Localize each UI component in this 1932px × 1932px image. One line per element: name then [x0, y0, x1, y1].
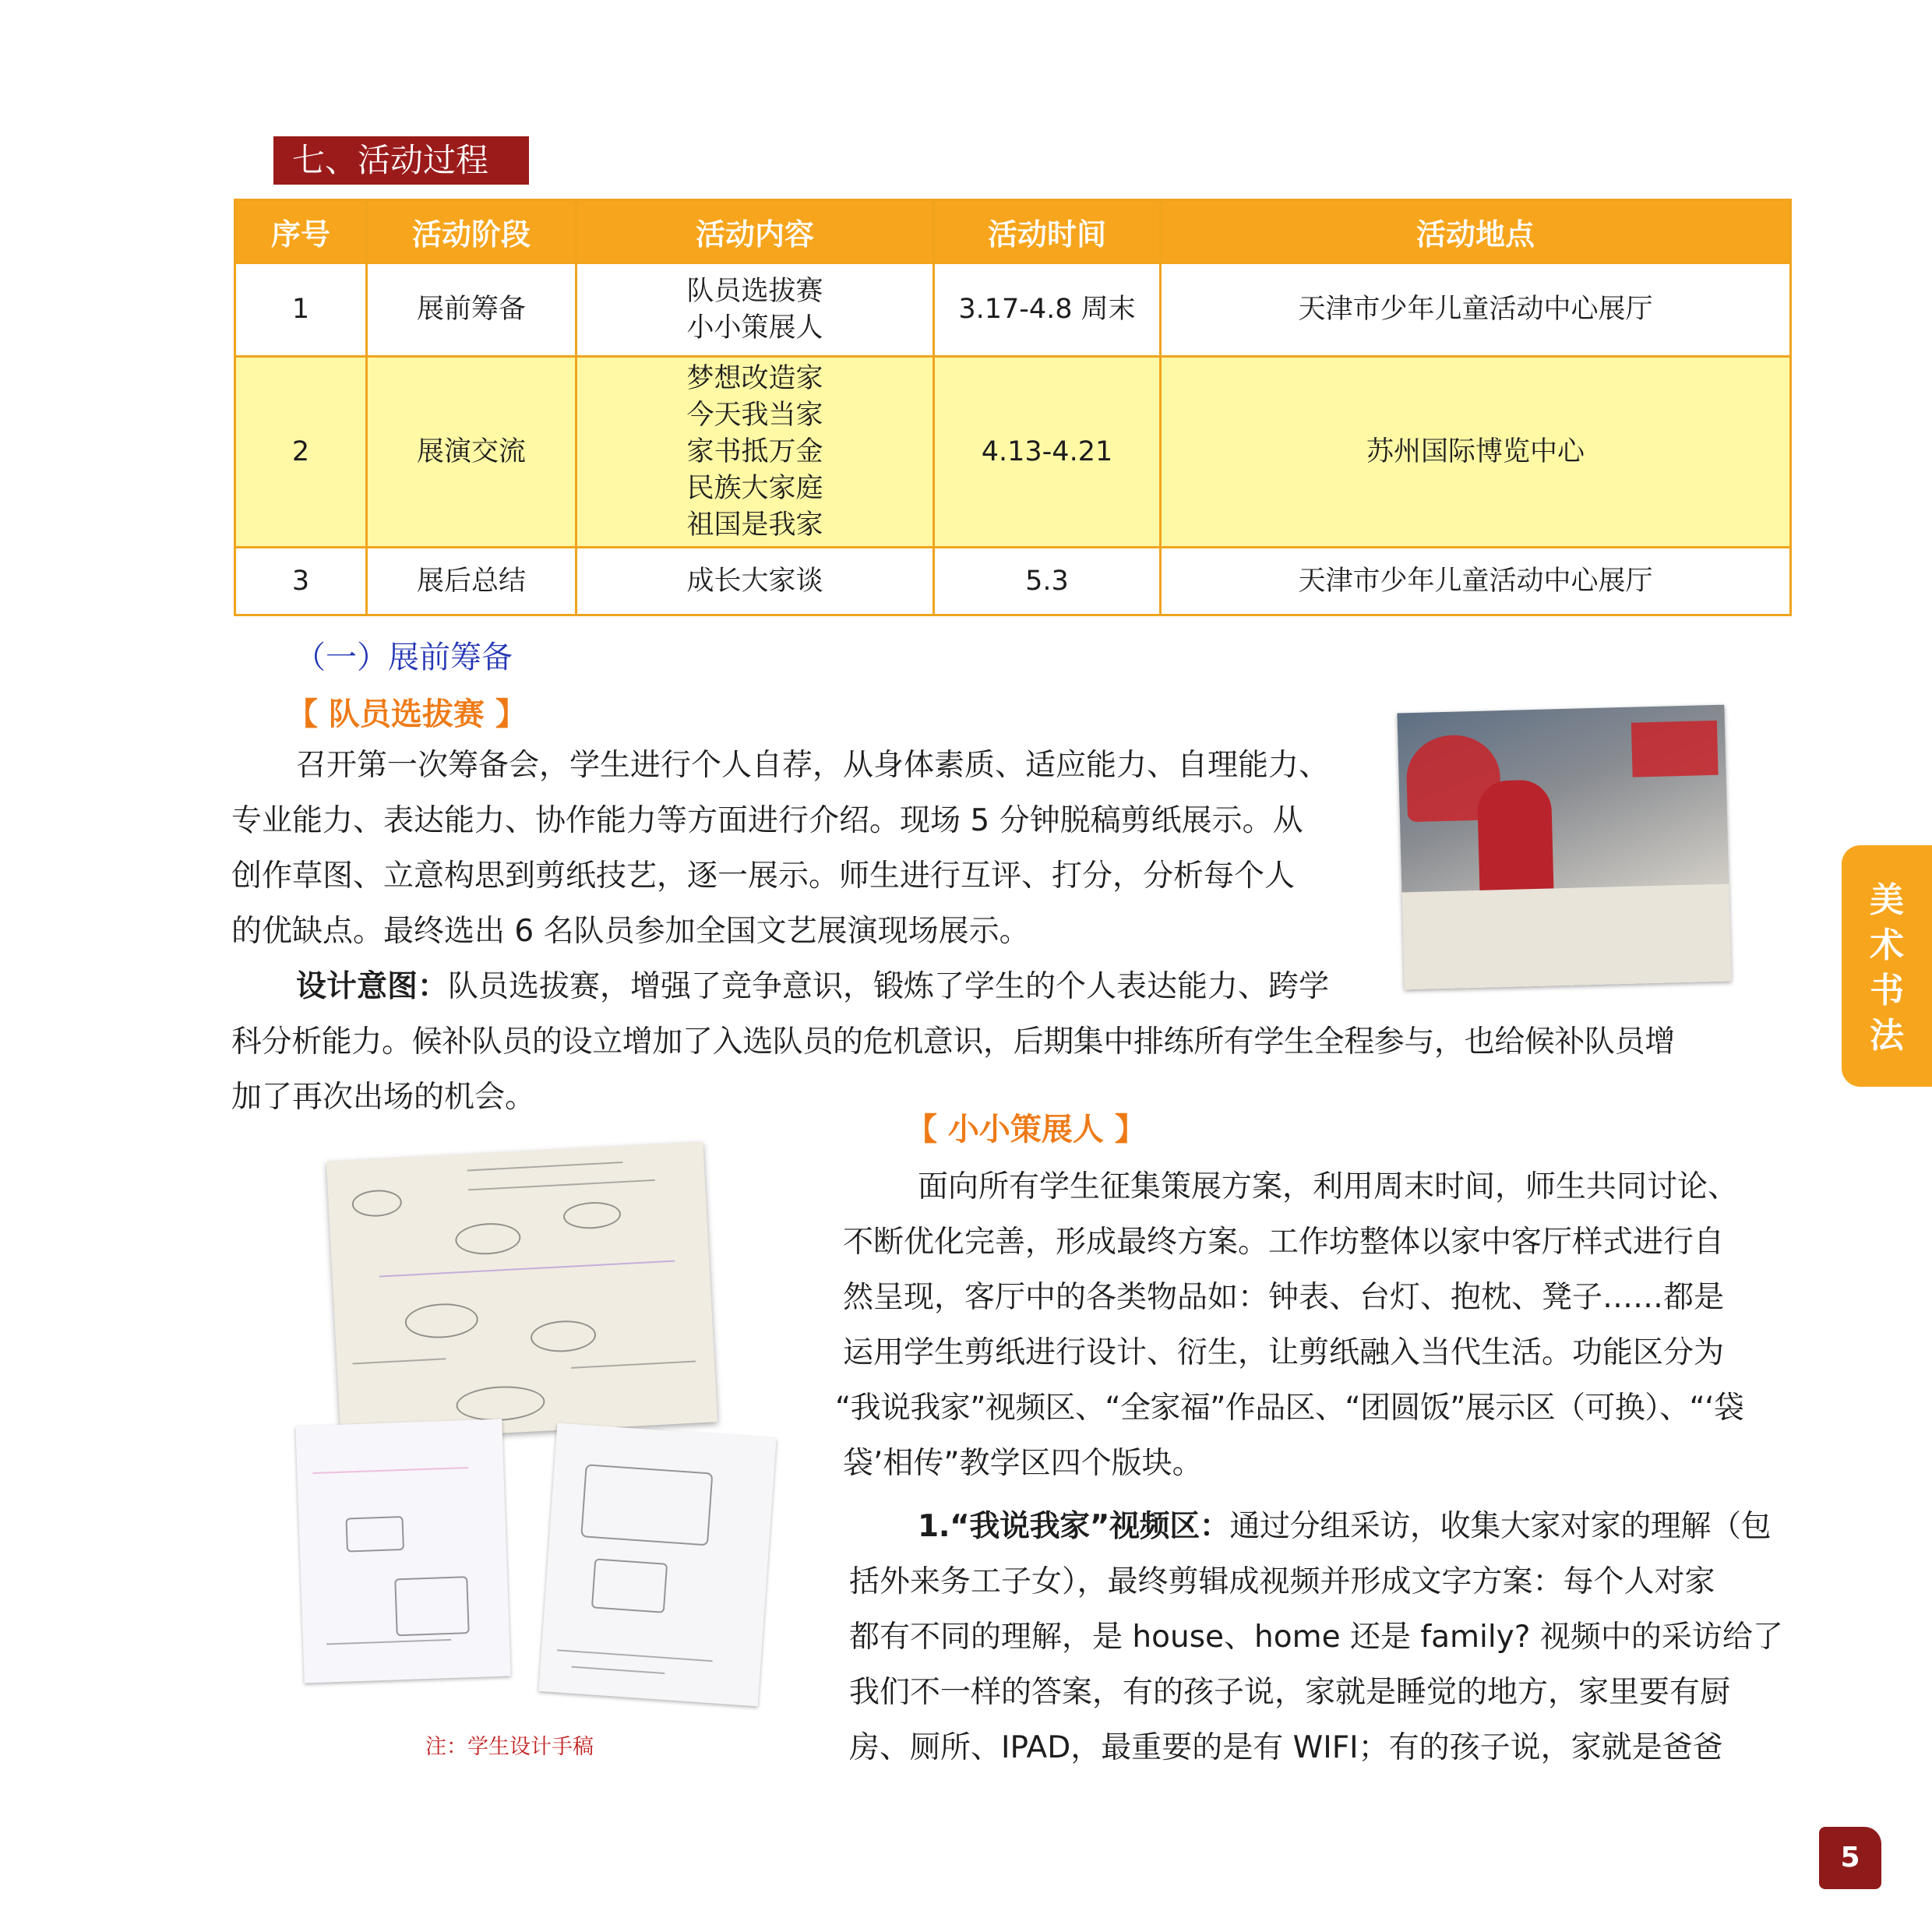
content-line: 祖国是我家 [686, 509, 823, 541]
design-sketch-layout-1 [295, 1419, 510, 1683]
side-tab-char: 法 [1870, 1016, 1904, 1056]
column-header: 活动地点 [1161, 200, 1791, 263]
text-line [849, 1499, 1800, 1554]
text-line: 创作草图、立意构思到剪纸技艺，逐一展示。师生进行互评、打分，分析每个人 [231, 858, 1296, 894]
text-line: 科分析能力。候补队员的设立增加了入选队员的危机意识，后期集中排练所有学生全程参与，也给候补队员增 [231, 1024, 1675, 1059]
cell-place: 天津市少年儿童活动中心展厅 [1161, 263, 1791, 357]
text-line: 不断优化完善，形成最终方案。工作坊整体以家中客厅样式进行自 [843, 1225, 1725, 1260]
content-line: 民族大家庭 [686, 472, 823, 504]
content-line: 队员选拔赛 [686, 275, 823, 307]
tag-little-curator: 【 小小策展人 】 [906, 1112, 1146, 1148]
design-sketch-layout-2 [538, 1423, 776, 1707]
content-line: 今天我当家 [686, 399, 823, 431]
content-line: 家书抵万金 [686, 435, 823, 467]
design-intent-label: 设计意图： [296, 969, 449, 1004]
side-tab-char: 书 [1870, 971, 1904, 1010]
column-header: 活动时间 [934, 200, 1161, 263]
cell-no: 1 [235, 263, 367, 357]
column-header: 活动内容 [576, 200, 934, 263]
section-heading: 七、活动过程 [273, 136, 529, 185]
cell-content [576, 357, 934, 548]
content-line: 小小策展人 [686, 312, 823, 344]
cell-time: 4.13-4.21 [934, 357, 1161, 548]
cell-stage: 展前筹备 [367, 263, 576, 357]
table-row [235, 548, 1791, 615]
cell-stage: 展后总结 [367, 548, 576, 615]
cell-time: 3.17-4.8 周末 [934, 263, 1161, 357]
side-tab-art-calligraphy [1842, 845, 1932, 1087]
sketch-caption: 注：学生设计手稿 [425, 1735, 594, 1759]
text-line: “我说我家”视频区、“全家福”作品区、“团圆饭”展示区（可换）、“‘袋 [835, 1391, 1744, 1426]
subsection-heading: （一）展前筹备 [294, 640, 513, 675]
design-intent-text: 队员选拔赛，增强了竞争意识，锻炼了学生的个人表达能力、跨学 [448, 969, 1330, 1004]
text-line: 都有不同的理解，是 house、home 还是 family? 视频中的采访给了 [849, 1620, 1783, 1655]
text-line: 运用学生剪纸进行设计、衍生，让剪纸融入当代生活。功能区分为 [843, 1335, 1725, 1370]
cell-place: 苏州国际博览中心 [1161, 357, 1791, 548]
table-row [235, 263, 1791, 357]
text-line: 我们不一样的答案，有的孩子说，家就是睡觉的地方，家里要有厨 [849, 1675, 1731, 1710]
text-line: 然呈现，客厅中的各类物品如：钟表、台灯、抱枕、凳子……都是 [843, 1280, 1725, 1315]
cell-stage: 展演交流 [367, 357, 576, 548]
cell-content [576, 263, 934, 357]
text-line: 的优缺点。最终选出 6 名队员参加全国文艺展演现场展示。 [231, 914, 1030, 949]
text-line: 袋’相传”教学区四个版块。 [843, 1446, 1203, 1481]
video-zone-text: 通过分组采访，收集大家对家的理解（包 [1229, 1509, 1772, 1544]
table-row [235, 357, 1791, 548]
side-tab-char: 美 [1870, 880, 1904, 920]
cell-no: 2 [235, 357, 367, 548]
side-tab-char: 术 [1870, 925, 1904, 965]
cell-no: 3 [235, 548, 367, 615]
design-sketch-mindmap [326, 1142, 717, 1442]
text-line: 专业能力、表达能力、协作能力等方面进行介绍。现场 5 分钟脱稿剪纸展示。从 [231, 803, 1303, 838]
content-line: 梦想改造家 [686, 362, 823, 394]
activity-table [234, 199, 1792, 616]
table-header-row [235, 200, 1791, 263]
cell-time: 5.3 [934, 548, 1161, 615]
paragraph-design-intent [231, 959, 1797, 1125]
text-line [231, 959, 1797, 1014]
column-header: 序号 [235, 200, 367, 263]
text-line: 加了再次出场的机会。 [231, 1080, 536, 1115]
cell-place: 天津市少年儿童活动中心展厅 [1161, 548, 1791, 615]
text-line: 召开第一次筹备会，学生进行个人自荐，从身体素质、适应能力、自理能力、 [296, 748, 1330, 783]
text-line: 房、厕所、IPAD，最重要的是有 WIFI；有的孩子说，家就是爸爸 [849, 1730, 1723, 1765]
column-header: 活动阶段 [367, 200, 576, 263]
paragraph-video-zone [849, 1499, 1800, 1775]
text-line: 面向所有学生征集策展方案，利用周末时间，师生共同讨论、 [918, 1169, 1739, 1204]
video-zone-label: 1.“我说我家”视频区： [918, 1509, 1230, 1544]
text-line: 括外来务工子女），最终剪辑成视频并形成文字方案：每个人对家 [849, 1564, 1715, 1599]
tag-team-selection: 【 队员选拔赛 】 [287, 696, 527, 732]
paragraph-curator [835, 1159, 1800, 1491]
cell-content [576, 548, 934, 615]
content-line: 成长大家谈 [686, 565, 823, 597]
students-paper-cutting-photo [1397, 705, 1731, 990]
page-number: 5 [1819, 1827, 1881, 1889]
paragraph-selection [231, 738, 1392, 959]
